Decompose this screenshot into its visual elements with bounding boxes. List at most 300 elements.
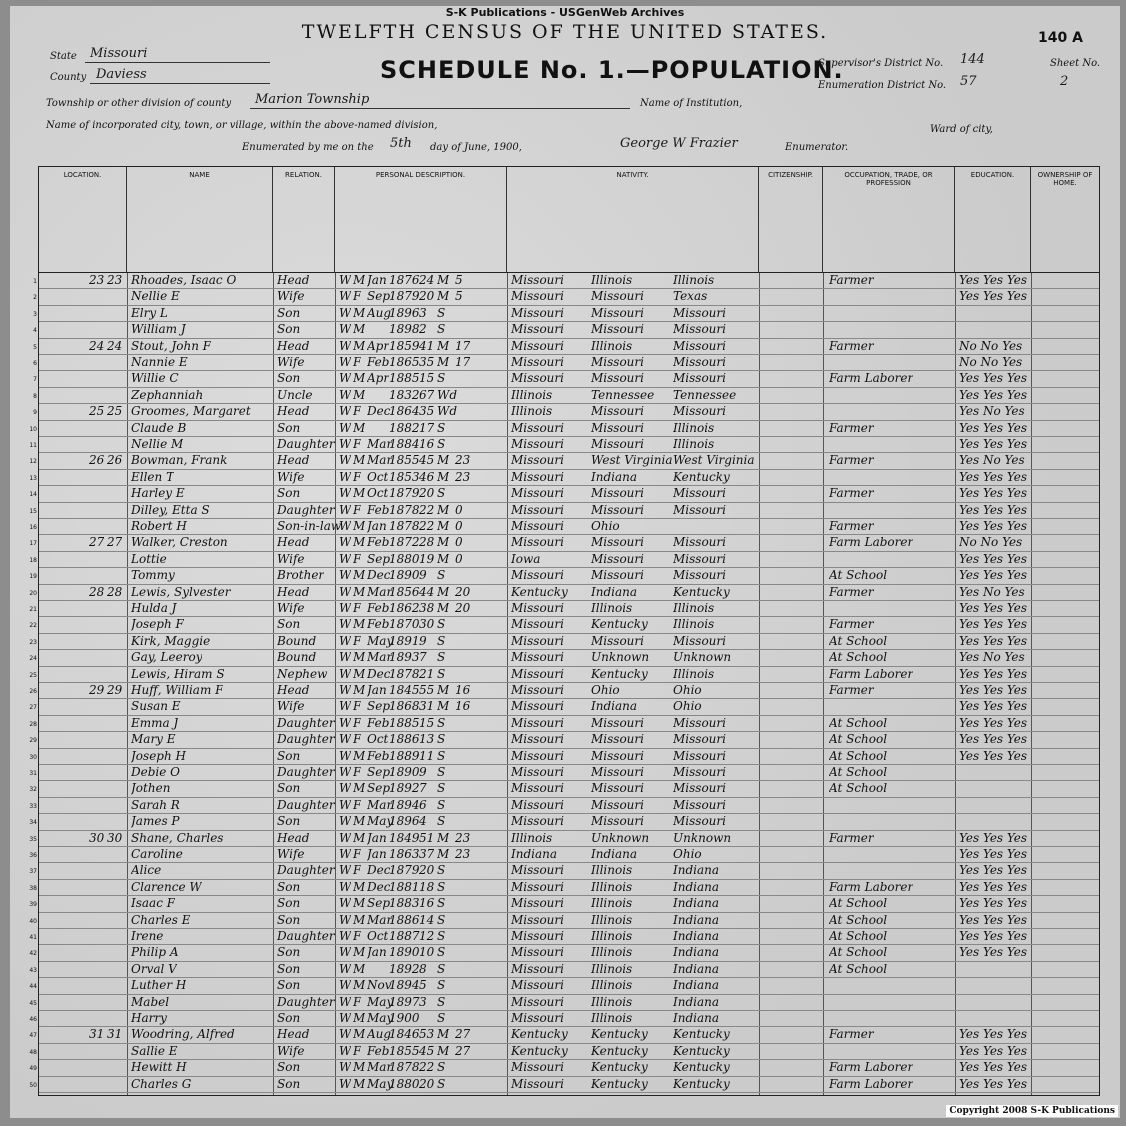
color: W (339, 650, 352, 665)
occupation: Farm Laborer (829, 1060, 914, 1075)
birth-month: Aug (367, 1027, 392, 1042)
person-name: Lewis, Hiram S (131, 666, 225, 681)
father-birthplace: Missouri (591, 404, 644, 419)
education: Yes Yes Yes (959, 879, 1028, 894)
color: W (339, 683, 352, 697)
sex: F (353, 601, 362, 615)
birth-year: 1894 (389, 978, 420, 993)
birth-year: 1855 (389, 1043, 420, 1058)
mother-birthplace: Kentucky (673, 469, 730, 484)
relation: Bound (277, 633, 317, 648)
birthplace: Missouri (511, 371, 564, 386)
family-number: 27 (107, 535, 123, 550)
education: Yes Yes Yes (959, 1027, 1028, 1042)
family-number: 29 (107, 683, 123, 697)
birthplace: Missouri (511, 355, 564, 369)
family-number: 26 (107, 453, 123, 468)
color: W (339, 978, 352, 993)
sex: M (353, 1011, 366, 1025)
occupation: Farmer (829, 584, 874, 599)
marital-status: S (437, 420, 446, 435)
relation: Daughter (277, 994, 335, 1009)
sex: F (353, 765, 362, 779)
father-birthplace: Missouri (591, 814, 644, 829)
line-number: 3 (33, 310, 37, 318)
sex: M (353, 371, 366, 386)
sex: M (353, 568, 366, 583)
color: W (339, 863, 352, 878)
color: W (339, 961, 352, 976)
father-birthplace: Illinois (591, 1011, 633, 1025)
relation: Daughter (277, 715, 335, 730)
line-number: 4 (33, 327, 37, 335)
color: W (339, 781, 352, 796)
years-married: 16 (455, 683, 471, 697)
occupation: Farmer (829, 273, 874, 287)
table-row (33, 355, 1099, 371)
birth-year: 1832 (389, 387, 420, 402)
birth-year: 1896 (389, 305, 420, 320)
relation: Wife (277, 289, 305, 304)
table-row (29, 453, 1099, 469)
age: 22 (419, 519, 435, 533)
table-row (33, 338, 1099, 355)
person-name: Stout, John F (131, 338, 212, 353)
age: 30 (419, 617, 435, 632)
birth-year: 1879 (389, 289, 420, 304)
table-row (29, 879, 1099, 896)
marital-status: M (437, 502, 450, 517)
person-name: Hewitt H (131, 1060, 187, 1075)
line-number: 19 (29, 573, 37, 581)
line-number: 24 (29, 655, 37, 663)
marital-status: S (437, 650, 446, 665)
father-birthplace: Illinois (591, 601, 633, 615)
father-birthplace: Illinois (591, 961, 633, 976)
birth-year: 1878 (389, 666, 420, 681)
line-number: 27 (29, 704, 37, 712)
table-row (29, 961, 1099, 978)
age: 6 (419, 797, 427, 812)
header-relation: RELATION. (273, 167, 335, 272)
relation: Head (277, 273, 310, 287)
marital-status: S (437, 732, 446, 747)
years-married: 23 (455, 469, 471, 484)
mother-birthplace: Missouri (673, 814, 726, 829)
sex: M (353, 896, 366, 911)
age: 55 (419, 683, 435, 697)
table-row (29, 633, 1099, 650)
age: 9 (419, 765, 427, 779)
relation: Head (277, 683, 310, 697)
birth-month: Mar (367, 453, 393, 468)
township-value: Marion Township (255, 92, 370, 107)
header-citizenship: CITIZENSHIP. (759, 167, 823, 272)
marital-status: S (437, 715, 446, 730)
table-row (29, 732, 1099, 748)
age: 9 (419, 568, 427, 583)
birth-month: Mar (367, 584, 393, 599)
sex: M (353, 387, 366, 402)
relation: Son (277, 912, 301, 927)
mother-birthplace: Missouri (673, 765, 726, 779)
line-number: 42 (29, 950, 37, 958)
birthplace: Missouri (511, 437, 564, 451)
line-number: 44 (29, 983, 37, 991)
birth-month: Feb (367, 601, 390, 615)
table-row (29, 781, 1099, 797)
supervisor-value: 144 (960, 52, 985, 67)
years-married: 23 (455, 847, 471, 861)
person-name: Nellie E (131, 289, 180, 304)
father-birthplace: Indiana (591, 699, 638, 714)
father-birthplace: Illinois (591, 273, 633, 287)
mother-birthplace: Missouri (673, 305, 726, 320)
county-label: County (50, 72, 87, 83)
relation: Daughter (277, 437, 335, 451)
person-name: Joseph F (131, 617, 184, 632)
sex: M (353, 978, 366, 993)
mother-birthplace: Illinois (673, 601, 715, 615)
sex: M (353, 617, 366, 632)
color: W (339, 568, 352, 583)
birth-month: Dec (367, 568, 391, 583)
relation: Son (277, 961, 301, 976)
education: Yes Yes Yes (959, 387, 1028, 402)
line-number: 30 (29, 753, 37, 761)
birth-year: 1872 (389, 535, 420, 550)
marital-status: S (437, 978, 446, 993)
line-number: 12 (29, 458, 37, 466)
education: Yes No Yes (959, 584, 1025, 599)
age: 8 (419, 961, 427, 976)
occupation: Farmer (829, 420, 874, 435)
birth-year: 1885 (389, 715, 420, 730)
color: W (339, 519, 352, 533)
relation: Daughter (277, 765, 335, 779)
table-row (33, 322, 1099, 338)
birthplace: Missouri (511, 863, 564, 878)
mother-birthplace: Indiana (673, 978, 720, 993)
person-name: Harry (131, 1011, 167, 1025)
marital-status: M (437, 1043, 450, 1058)
enumeration-district-label: Enumeration District No. (818, 80, 947, 91)
birthplace: Missouri (511, 797, 564, 812)
enumeration-day: 5th (390, 136, 412, 151)
sex: M (353, 814, 366, 829)
occupation: Farm Laborer (829, 371, 914, 386)
color: W (339, 502, 352, 517)
age: 16 (419, 437, 435, 451)
person-name: Jothen (131, 781, 171, 796)
father-birthplace: Illinois (591, 912, 633, 927)
person-name: Nannie E (131, 355, 188, 369)
age: 44 (419, 584, 435, 599)
person-name: Huff, William F (131, 683, 224, 697)
occupation: At School (829, 568, 888, 583)
education: Yes Yes Yes (959, 912, 1028, 927)
birth-month: Feb (367, 715, 390, 730)
mother-birthplace: Missouri (673, 338, 726, 353)
table-row (29, 584, 1099, 601)
line-number: 45 (29, 999, 37, 1007)
line-number: 9 (33, 409, 37, 417)
relation: Wife (277, 699, 305, 714)
father-birthplace: Kentucky (591, 1076, 648, 1091)
person-name: Joseph H (131, 748, 186, 763)
father-birthplace: Missouri (591, 535, 644, 550)
enumerator-label: Enumerator. (785, 142, 849, 153)
age: 45 (419, 1043, 435, 1058)
age: 46 (419, 469, 435, 484)
education: Yes Yes Yes (959, 601, 1028, 615)
sex: F (353, 847, 362, 861)
mother-birthplace: Ohio (673, 699, 702, 714)
marital-status: S (437, 1060, 446, 1075)
birth-year: 1880 (389, 1076, 420, 1091)
marital-status: S (437, 1076, 446, 1091)
occupation: At School (829, 715, 888, 730)
person-name: Lottie (131, 551, 167, 566)
birth-month: Apr (367, 371, 390, 386)
education: Yes No Yes (959, 404, 1025, 419)
header-occupation: OCCUPATION, TRADE, OR PROFESSION (823, 167, 955, 272)
marital-status: M (437, 601, 450, 615)
marital-status: S (437, 765, 446, 779)
line-number: 11 (29, 442, 37, 449)
mother-birthplace: Missouri (673, 748, 726, 763)
color: W (339, 814, 352, 829)
color: W (339, 453, 352, 468)
line-number: 35 (29, 835, 37, 843)
occupation: At School (829, 912, 888, 927)
person-name: Mabel (131, 994, 170, 1009)
family-number: 30 (107, 830, 123, 845)
mother-birthplace: Unknown (673, 830, 732, 845)
birth-year: 1890 (389, 568, 420, 583)
years-married: 27 (455, 1043, 471, 1058)
education: Yes Yes Yes (959, 568, 1028, 583)
marital-status: M (437, 699, 450, 714)
mother-birthplace: Missouri (673, 322, 726, 337)
population-table (29, 166, 1100, 1096)
table-row (29, 437, 1099, 453)
color: W (339, 1076, 352, 1091)
birth-year: 1883 (389, 896, 420, 911)
sex: F (353, 863, 362, 878)
line-number: 2 (33, 294, 37, 302)
color: W (339, 633, 352, 648)
birthplace: Kentucky (511, 1027, 568, 1042)
table-row (29, 1027, 1099, 1043)
mother-birthplace: Unknown (673, 650, 732, 665)
sex: M (353, 535, 366, 550)
birthplace: Missouri (511, 732, 564, 747)
table-row (29, 912, 1099, 929)
mother-birthplace: Illinois (673, 666, 715, 681)
mother-birthplace: Kentucky (673, 1027, 730, 1042)
table-row (29, 486, 1099, 502)
family-number: 31 (107, 1027, 123, 1042)
mother-birthplace: Indiana (673, 945, 720, 960)
person-name: James P (131, 814, 180, 829)
age: 51 (419, 830, 435, 845)
ward-label: Ward of city, (930, 124, 993, 135)
birth-month: May (367, 1076, 394, 1091)
mother-birthplace: Kentucky (673, 1076, 730, 1091)
relation: Wife (277, 847, 305, 861)
birthplace: Missouri (511, 305, 564, 320)
father-birthplace: Missouri (591, 305, 644, 320)
color: W (339, 1043, 352, 1058)
dwelling-number: 24 (89, 338, 105, 353)
birth-year: 1887 (389, 929, 420, 943)
census-title: TWELFTH CENSUS OF THE UNITED STATES. (301, 21, 829, 43)
age: 41 (419, 338, 435, 353)
birthplace: Missouri (511, 748, 564, 763)
birthplace: Missouri (511, 912, 564, 927)
person-name: Gay, Leeroy (131, 650, 203, 665)
relation: Daughter (277, 863, 335, 878)
line-number: 25 (29, 671, 37, 679)
birthplace: Missouri (511, 781, 564, 796)
table-row (29, 420, 1099, 437)
age: 22 (419, 1060, 435, 1075)
birthplace: Missouri (511, 814, 564, 829)
color: W (339, 486, 352, 501)
color: W (339, 1060, 352, 1075)
education: Yes Yes Yes (959, 617, 1028, 632)
relation: Daughter (277, 797, 335, 812)
person-name: Willie C (131, 371, 179, 386)
relation: Wife (277, 1043, 305, 1058)
mother-birthplace: Ohio (673, 683, 702, 697)
birth-year: 1859 (389, 338, 420, 353)
age: 10 (419, 945, 435, 960)
sex: M (353, 1076, 366, 1091)
father-birthplace: Indiana (591, 584, 638, 599)
birth-month: Mar (367, 1060, 393, 1075)
sex: F (353, 929, 362, 943)
table-row (33, 289, 1099, 305)
education: Yes No Yes (959, 453, 1025, 468)
birthplace: Kentucky (511, 1043, 568, 1058)
education: No No Yes (959, 338, 1023, 353)
table-row (33, 387, 1099, 404)
birthplace: Missouri (511, 519, 564, 533)
age: 20 (419, 863, 435, 878)
education: Yes Yes Yes (959, 486, 1028, 501)
father-birthplace: Illinois (591, 994, 633, 1009)
occupation: At School (829, 781, 888, 796)
dwelling-number: 27 (89, 535, 105, 550)
birthplace: Missouri (511, 765, 564, 779)
birth-year: 1884 (389, 437, 420, 451)
mother-birthplace: Indiana (673, 879, 720, 894)
relation: Head (277, 404, 310, 419)
header-education: EDUCATION. (955, 167, 1031, 272)
person-name: Hulda J (131, 601, 177, 615)
color: W (339, 617, 352, 632)
color: W (339, 847, 352, 861)
township-label: Township or other division of county (46, 98, 232, 109)
occupation: Farm Laborer (829, 535, 914, 550)
father-birthplace: Ohio (591, 519, 620, 533)
age: 2 (419, 322, 427, 337)
line-number: 47 (29, 1032, 37, 1040)
sex: F (353, 633, 362, 648)
occupation: At School (829, 633, 888, 648)
birthplace: Missouri (511, 650, 564, 665)
sex: M (353, 961, 366, 976)
table-row (29, 568, 1099, 584)
marital-status: S (437, 666, 446, 681)
age: 3 (419, 994, 427, 1009)
sheet-label: Sheet No. (1050, 58, 1101, 69)
person-name: Dilley, Etta S (131, 502, 210, 517)
person-name: Elry L (131, 305, 168, 320)
age: 35 (419, 355, 435, 369)
mother-birthplace: Kentucky (673, 1043, 730, 1058)
father-birthplace: Unknown (591, 650, 650, 665)
line-number: 39 (29, 901, 37, 909)
age: 4 (419, 814, 427, 829)
relation: Head (277, 453, 310, 468)
color: W (339, 404, 352, 419)
years-married: 5 (455, 289, 463, 304)
marital-status: S (437, 896, 446, 911)
person-name: William J (131, 322, 186, 337)
father-birthplace: Kentucky (591, 1027, 648, 1042)
marital-status: S (437, 912, 446, 927)
relation: Daughter (277, 929, 335, 943)
line-number: 37 (29, 868, 37, 876)
marital-status: M (437, 355, 450, 369)
occupation: Farmer (829, 617, 874, 632)
line-number: 29 (29, 737, 37, 745)
birth-month: Jan (367, 847, 387, 861)
sex: M (353, 683, 366, 697)
years-married: 5 (455, 273, 463, 287)
sex: M (353, 273, 366, 287)
birth-year: 1879 (389, 863, 420, 878)
occupation: Farmer (829, 1027, 874, 1042)
birth-month: Feb (367, 535, 390, 550)
color: W (339, 1027, 352, 1042)
line-number: 20 (29, 589, 37, 597)
age: 5 (419, 978, 427, 993)
birthplace: Missouri (511, 945, 564, 960)
marital-status: M (437, 273, 450, 287)
color: W (339, 322, 352, 337)
line-number: 18 (29, 556, 37, 564)
line-number: 38 (29, 884, 37, 892)
education: Yes Yes Yes (959, 519, 1028, 533)
line-number: 43 (29, 966, 37, 974)
relation: Son (277, 420, 301, 435)
mother-birthplace: Missouri (673, 781, 726, 796)
birth-year: 1885 (389, 371, 420, 386)
birthplace: Missouri (511, 568, 564, 583)
age: 35 (419, 404, 435, 419)
person-name: Harley E (131, 486, 185, 501)
line-number: 49 (29, 1065, 37, 1073)
dwelling-number: 25 (89, 404, 105, 419)
table-row (29, 715, 1099, 732)
years-married: 17 (455, 355, 471, 369)
father-birthplace: Kentucky (591, 1043, 648, 1058)
birth-year: 1878 (389, 519, 420, 533)
